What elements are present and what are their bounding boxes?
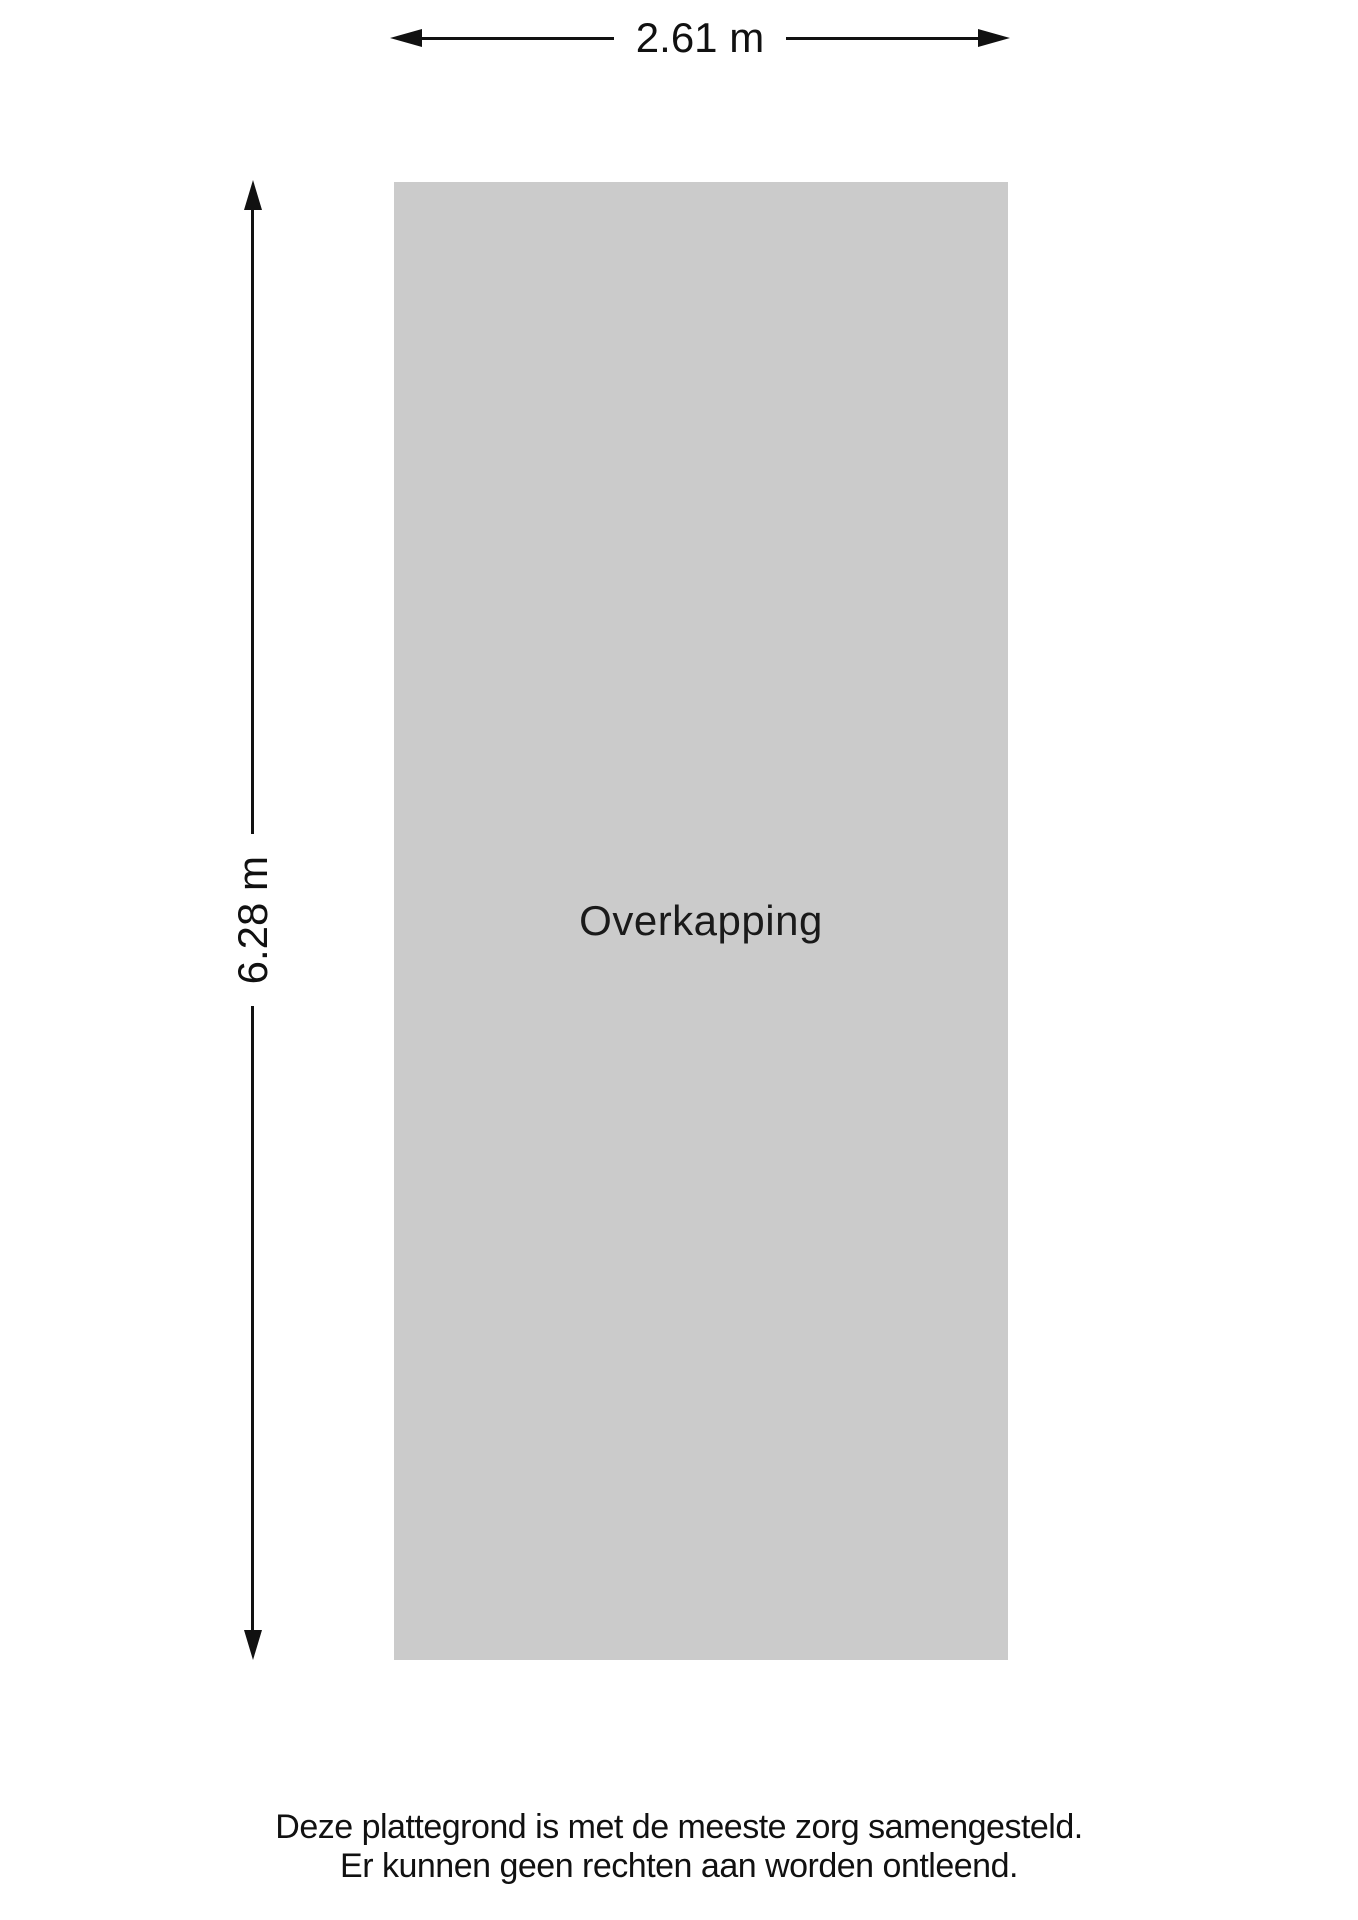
height-dimension	[222, 180, 283, 1660]
disclaimer-line2: Er kunnen geen rechten aan worden ontleend.	[340, 1847, 1018, 1885]
disclaimer	[0, 1808, 1358, 1886]
arrow-down-icon	[244, 1630, 262, 1660]
room-overkapping	[394, 182, 1008, 1660]
height-dimension-label: 6.28 m	[228, 855, 276, 985]
width-dimension	[390, 8, 1010, 68]
dimension-line-left	[422, 37, 614, 40]
dimension-line-right	[786, 37, 978, 40]
width-dimension-label: 2.61 m	[635, 14, 765, 61]
room-label: Overkapping	[579, 897, 823, 944]
dimension-line-top	[251, 210, 254, 834]
dimension-line-bottom	[251, 1006, 254, 1630]
arrow-right-icon	[978, 29, 1010, 47]
arrow-up-icon	[244, 180, 262, 210]
disclaimer-line1: Deze plattegrond is met de meeste zorg samengesteld.	[275, 1808, 1083, 1846]
arrow-left-icon	[390, 29, 422, 47]
